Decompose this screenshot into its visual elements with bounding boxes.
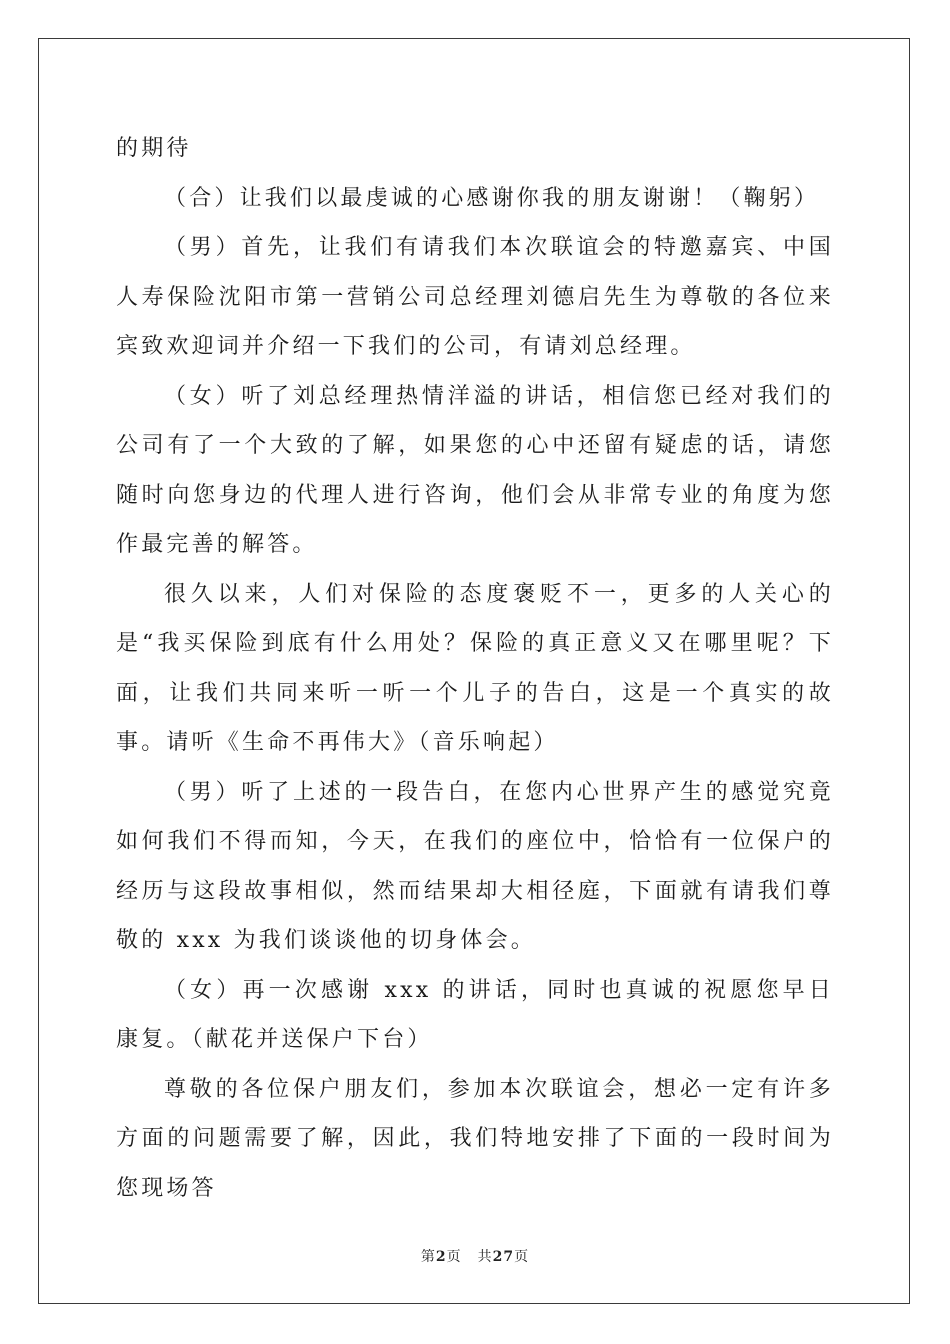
paragraph-6: （男）听了上述的一段告白，在您内心世界产生的感觉究竟如何我们不得而知，今天，在我们的座位中，恰恰有一位保户的经历与这段故事相似，然而结果却大相径庭，下面就有请我们尊敬的 xxx 为我们谈谈他的切身体会。 bbox=[116, 779, 834, 953]
page-prefix: 第 bbox=[420, 1249, 436, 1265]
paragraph-1: 的期待 bbox=[116, 136, 192, 161]
paragraph-8: 尊敬的各位保户朋友们，参加本次联谊会，想必一定有许多方面的问题需要了解，因此，我们特地安排了下面的一段时间为您现场答 bbox=[116, 1076, 834, 1201]
page-number: 2 bbox=[435, 1249, 447, 1265]
page-suffix: 页 bbox=[446, 1249, 462, 1265]
paragraph-2: （合）让我们以最虔诚的心感谢你我的朋友谢谢！（鞠躬） bbox=[164, 185, 820, 211]
document-body bbox=[116, 124, 834, 1213]
paragraph-4: （女）听了刘总经理热情洋溢的讲话，相信您已经对我们的公司有了一个大致的了解，如果您的心中还留有疑虑的话，请您随时向您身边的代理人进行咨询，他们会从非常专业的角度为您作最完善的解答。 bbox=[116, 383, 834, 557]
total-pages: 27 bbox=[492, 1249, 515, 1265]
paragraph-5: 很久以来，人们对保险的态度褒贬不一，更多的人关心的是“我买保险到底有什么用处？保险的真正意义又在哪里呢？下面，让我们共同来听一听一个儿子的告白，这是一个真实的故事。请听《生命不再伟大》（音乐响起） bbox=[116, 581, 834, 755]
paragraph-3: （男）首先，让我们有请我们本次联谊会的特邀嘉宾、中国人寿保险沈阳市第一营销公司总经理刘德启先生为尊敬的各位来宾致欢迎词并介绍一下我们的公司，有请刘总经理。 bbox=[116, 235, 834, 359]
total-prefix: 共 bbox=[477, 1249, 493, 1265]
page-footer bbox=[0, 1246, 950, 1266]
total-suffix: 页 bbox=[514, 1249, 530, 1265]
paragraph-7: （女）再一次感谢 xxx 的讲话，同时也真诚的祝愿您早日康复。（献花并送保户下台） bbox=[116, 977, 834, 1052]
